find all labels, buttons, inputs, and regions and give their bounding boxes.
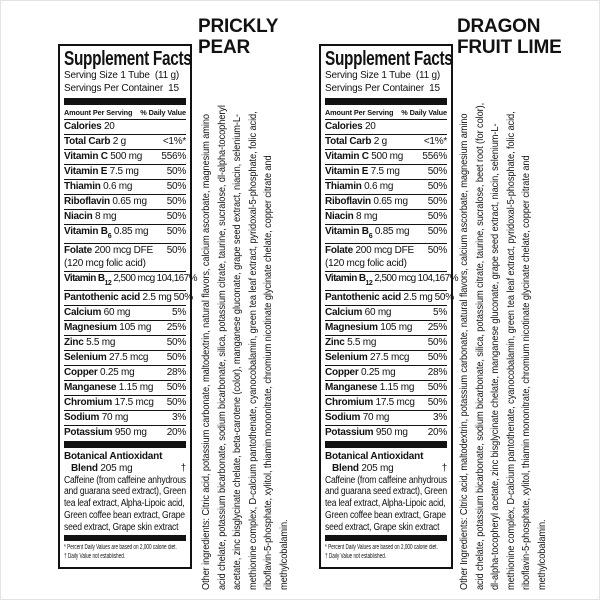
- nutrient-daily-value: 50%: [166, 181, 186, 192]
- nutrient-name-amount: Vitamin C 500 mg: [64, 151, 143, 162]
- nutrient-row-magnesium: [325, 321, 447, 336]
- blend-title: Botanical Antioxidant: [64, 450, 163, 462]
- nutrient-daily-value: 50%: [427, 381, 447, 393]
- separator-bar: [64, 535, 186, 541]
- nutrient-row-manganese: [64, 381, 186, 396]
- nutrient-name-amount: Sodium 70 mg: [325, 411, 390, 423]
- nutrient-daily-value: 50%: [427, 166, 447, 177]
- nutrient-row-second-line: (120 mcg folic acid): [64, 258, 146, 269]
- column-headers: [325, 107, 447, 120]
- footnote-daily-values: * Percent Daily Values are based on 2,000 calorie diet.: [64, 544, 177, 552]
- blend-description: Caffeine (from caffeine anhydrous and guarana seed extract), Green tea leaf extract, Alpha-Lipoic acid, Green coffee bean extract, Grape seed extract, Grape skin extract: [64, 474, 186, 533]
- nutrient-daily-value: 20%: [427, 426, 447, 438]
- separator-bar: [64, 98, 186, 105]
- nutrient-daily-value: 50%: [166, 336, 186, 348]
- nutrient-row-niacin: [325, 210, 447, 225]
- nutrient-name-amount: Calcium 60 mg: [325, 306, 392, 318]
- nutrient-row-vitamin-e: [64, 165, 186, 180]
- supplement-facts-panel-prickly-pear: [58, 44, 197, 569]
- column-headers: [64, 107, 186, 120]
- serving-size: Serving Size 1 Tube (11 g): [64, 70, 180, 81]
- other-ingredients-text: Other ingredients: Citric acid, potassium carbonate, maltodextrin, natural flavors, calcium ascorbate, magnesium amino acid chelate, potassium bicarbonate, sodium bicarbonate, silica, potassium citrate, taurine, sucralose, dl-alpha-tocopheryl acetate, zinc bisglycinate chelate, beta-carotene (color), manganese gluconate, grape seed extract, niacin, selenium-L-methionine complex, D-calcium pantothenate, cyanocobalamin, green tea leaf extract, pyridoxal-5-phosphate, folic acid, riboflavin-5-phosphate, xylitol, thiamin mononitrate, chromium nicotinate glycinate chelate, copper citrate and methylcobalamin.: [200, 105, 290, 590]
- nutrient-daily-value: <1%*: [162, 136, 186, 147]
- nutrient-row-copper: [64, 366, 186, 381]
- nutrient-row-vitamin-c: [64, 150, 186, 165]
- nutrient-daily-value: 50%: [427, 336, 447, 348]
- dagger-symbol: †: [441, 462, 447, 474]
- flavor-name-dragon-fruit-lime: DRAGON FRUIT LIME: [457, 16, 562, 58]
- blend-title: Botanical Antioxidant: [325, 450, 424, 462]
- nutrient-row-total-carb: [64, 135, 186, 150]
- nutrient-name-amount: Riboflavin 0.65 mg: [64, 196, 147, 207]
- nutrient-row-riboflavin: [325, 195, 447, 210]
- nutrient-daily-value: 50%: [166, 396, 186, 408]
- panel-title: Supplement Facts: [64, 48, 192, 70]
- daily-value-header: % Daily Value: [140, 108, 186, 117]
- nutrient-row-copper: [325, 366, 447, 381]
- nutrient-name-amount: Manganese 1.15 mg: [64, 381, 154, 393]
- nutrient-daily-value: 50%: [427, 211, 447, 222]
- nutrient-name-amount: Folate 200 mcg DFE: [64, 245, 153, 256]
- blend-description: Caffeine (from caffeine anhydrous and guarana seed extract), Green tea leaf extract, Alpha-Lipoic acid, Green coffee bean extract, Grape seed extract, Grape skin extract: [325, 474, 447, 533]
- footnote-dagger: † Daily Value not established.: [325, 553, 387, 561]
- nutrient-row-calcium: [64, 306, 186, 321]
- nutrient-name-amount: Potassium 950 mg: [325, 426, 408, 438]
- nutrient-row-vitamin-b6: [325, 225, 447, 244]
- nutrient-daily-value: 25%: [427, 321, 447, 333]
- nutrient-row-chromium: [64, 396, 186, 411]
- nutrient-row-calories: [64, 120, 186, 135]
- nutrient-daily-value: 556%: [422, 151, 447, 162]
- nutrient-row-total-carb: [325, 135, 447, 150]
- nutrient-name-amount: Potassium 950 mg: [64, 426, 147, 438]
- nutrient-daily-value: 104,167%: [417, 272, 458, 284]
- botanical-blend-section: [325, 450, 447, 534]
- separator-bar: [64, 441, 186, 448]
- separator-bar: [325, 535, 447, 541]
- nutrient-daily-value: 50%: [427, 396, 447, 408]
- separator-bar: [325, 441, 447, 448]
- blend-amount-row: [64, 463, 186, 475]
- nutrient-row-pantothenic-acid: [64, 291, 193, 306]
- nutrient-name-amount: Vitamin E 7.5 mg: [325, 166, 400, 177]
- nutrient-row-sodium: [64, 411, 186, 426]
- nutrient-daily-value: 50%: [166, 166, 186, 177]
- footnote-daily-values: * Percent Daily Values are based on 2,000 calorie diet.: [325, 544, 438, 552]
- nutrient-daily-value: 3%: [433, 411, 447, 423]
- nutrient-row-vitamin-e: [325, 165, 447, 180]
- nutrient-row-chromium: [325, 396, 447, 411]
- nutrient-daily-value: <1%*: [423, 136, 447, 147]
- nutrient-name-amount: Selenium 27.5 mcg: [64, 351, 149, 363]
- nutrient-daily-value: 50%: [427, 196, 447, 207]
- nutrient-daily-value: 50%: [173, 291, 193, 303]
- nutrient-name-amount: Total Carb 2 g: [325, 136, 387, 147]
- nutrient-daily-value: 50%: [427, 226, 447, 237]
- nutrient-name-amount: Folate 200 mcg DFE: [325, 245, 414, 256]
- nutrient-daily-value: 28%: [166, 366, 186, 378]
- nutrient-row-vitamin-b6: [64, 225, 186, 244]
- nutrient-row-pantothenic-acid: [325, 291, 454, 306]
- daily-value-header: % Daily Value: [401, 108, 447, 117]
- nutrient-name-amount: Sodium 70 mg: [64, 411, 129, 423]
- nutrient-row-folate: [64, 244, 186, 272]
- nutrient-daily-value: 50%: [166, 211, 186, 222]
- panel-title: Supplement Facts: [325, 48, 453, 70]
- supplement-facts-panel-dragon-fruit-lime: [319, 44, 458, 569]
- nutrient-name-amount: Chromium 17.5 mcg: [325, 396, 415, 408]
- nutrient-daily-value: 50%: [166, 381, 186, 393]
- nutrient-row-vitamin-b12: [64, 272, 197, 291]
- nutrient-name-amount: Copper 0.25 mg: [64, 366, 135, 378]
- nutrient-daily-value: 20%: [166, 426, 186, 438]
- nutrient-daily-value: 50%: [166, 351, 186, 363]
- nutrient-name-amount: Thiamin 0.6 mg: [64, 181, 133, 192]
- blend-amount: Blend 205 mg: [332, 462, 394, 474]
- nutrient-row-niacin: [64, 210, 186, 225]
- nutrient-row-potassium: [64, 426, 186, 440]
- nutrient-daily-value: 3%: [172, 411, 186, 423]
- nutrient-name-amount: Calcium 60 mg: [64, 306, 131, 318]
- servings-per-container: Servings Per Container 15: [325, 82, 440, 94]
- nutrient-name-amount: Vitamin $B_{12}$ 2,500 mcg: [64, 272, 155, 287]
- nutrient-name-amount: Calories 20: [325, 121, 376, 132]
- amount-per-serving-header: Amount Per Serving: [64, 108, 133, 117]
- nutrient-row-zinc: [64, 336, 186, 351]
- nutrient-row-zinc: [325, 336, 447, 351]
- blend-amount-row: [325, 463, 447, 475]
- blend-amount: Blend 205 mg: [71, 462, 133, 474]
- nutrient-daily-value: 25%: [166, 321, 186, 333]
- nutrient-name-amount: Riboflavin 0.65 mg: [325, 196, 408, 207]
- servings-per-container: Servings Per Container 15: [64, 82, 179, 94]
- nutrient-row-selenium: [64, 351, 186, 366]
- nutrient-name-amount: Thiamin 0.6 mg: [325, 181, 394, 192]
- nutrient-daily-value: 50%: [427, 181, 447, 192]
- nutrient-name-amount: Vitamin $B_6$ 0.85 mg: [325, 226, 410, 240]
- nutrient-name-amount: Pantothenic acid 2.5 mg: [325, 291, 433, 303]
- nutrient-name-amount: Vitamin $B_{12}$ 2,500 mcg: [325, 272, 416, 287]
- nutrient-name-amount: Manganese 1.15 mg: [325, 381, 415, 393]
- other-ingredients-text: Other Ingredients: Citric acid, maltodextrin, potassium carbonate, natural flavors, calcium ascorbate, magnesium amino acid chelate, potassium bicarbonate, sodium bicarbonate, silica, potassium citrate, taurine, sucralose, beet root (for color), dl-alpha-tocopheryl acetate, zinc bisglycinate chelate, manganese gluconate, grape seed extract, niacin, selenium-L-methionine complex, D-calcium pantothenate, cyanocobalamin, green tea leaf extract, pyridoxal-5-phosphate, folic acid, riboflavin-5-phosphate, xylitol, thiamin mononitrate, chromium nicotinate glycinate chelate, copper citrate and methylcobalamin.: [458, 102, 548, 591]
- nutrient-row-calories: [325, 120, 447, 135]
- nutrient-row-potassium: [325, 426, 447, 440]
- dagger-symbol: †: [180, 462, 186, 474]
- nutrient-daily-value: 5%: [433, 306, 447, 318]
- nutrient-daily-value: 50%: [166, 226, 186, 237]
- nutrient-row-manganese: [325, 381, 447, 396]
- nutrient-name-amount: Pantothenic acid 2.5 mg: [64, 291, 172, 303]
- nutrient-daily-value: 50%: [166, 196, 186, 207]
- nutrient-daily-value: 50%: [427, 351, 447, 363]
- nutrient-name-amount: Vitamin C 500 mg: [325, 151, 404, 162]
- nutrient-row-vitamin-c: [325, 150, 447, 165]
- nutrient-rows: [64, 120, 197, 440]
- nutrient-row-selenium: [325, 351, 447, 366]
- other-ingredients-dragon-fruit-lime: [457, 97, 569, 597]
- nutrient-name-amount: Copper 0.25 mg: [325, 366, 396, 378]
- nutrient-row-second-line: (120 mcg folic acid): [325, 258, 407, 269]
- nutrient-row-riboflavin: [64, 195, 186, 210]
- footnote-dagger: † Daily Value not established.: [64, 553, 126, 561]
- nutrient-name-amount: Selenium 27.5 mcg: [325, 351, 410, 363]
- nutrient-name-amount: Total Carb 2 g: [64, 136, 126, 147]
- nutrient-daily-value: 50%: [434, 291, 454, 303]
- nutrient-name-amount: Niacin 8 mg: [325, 211, 378, 222]
- nutrient-name-amount: Chromium 17.5 mcg: [64, 396, 154, 408]
- nutrient-daily-value: 50%: [427, 245, 447, 256]
- nutrient-name-amount: Zinc 5.5 mg: [325, 336, 377, 348]
- nutrient-daily-value: 556%: [161, 151, 186, 162]
- flavor-name-prickly-pear: PRICKLY PEAR: [198, 16, 278, 58]
- nutrient-rows: [325, 120, 458, 440]
- nutrient-row-thiamin: [325, 180, 447, 195]
- separator-bar: [325, 98, 447, 105]
- nutrient-name-amount: Magnesium 105 mg: [64, 321, 152, 333]
- nutrient-row-magnesium: [64, 321, 186, 336]
- nutrient-name-amount: Vitamin $B_6$ 0.85 mg: [64, 226, 149, 240]
- serving-size: Serving Size 1 Tube (11 g): [325, 70, 441, 81]
- nutrient-row-folate: [325, 244, 447, 272]
- other-ingredients-prickly-pear: [199, 97, 311, 597]
- nutrient-daily-value: 28%: [427, 366, 447, 378]
- amount-per-serving-header: Amount Per Serving: [325, 108, 394, 117]
- nutrient-name-amount: Zinc 5.5 mg: [64, 336, 116, 348]
- nutrient-daily-value: 50%: [166, 245, 186, 256]
- nutrient-name-amount: Niacin 8 mg: [64, 211, 117, 222]
- nutrient-daily-value: 104,167%: [156, 272, 197, 284]
- nutrient-row-vitamin-b12: [325, 272, 458, 291]
- nutrient-daily-value: 5%: [172, 306, 186, 318]
- nutrient-name-amount: Magnesium 105 mg: [325, 321, 413, 333]
- nutrient-name-amount: Vitamin E 7.5 mg: [64, 166, 139, 177]
- nutrient-name-amount: Calories 20: [64, 121, 115, 132]
- botanical-blend-section: [64, 450, 186, 534]
- nutrient-row-thiamin: [64, 180, 186, 195]
- nutrient-row-calcium: [325, 306, 447, 321]
- nutrient-row-sodium: [325, 411, 447, 426]
